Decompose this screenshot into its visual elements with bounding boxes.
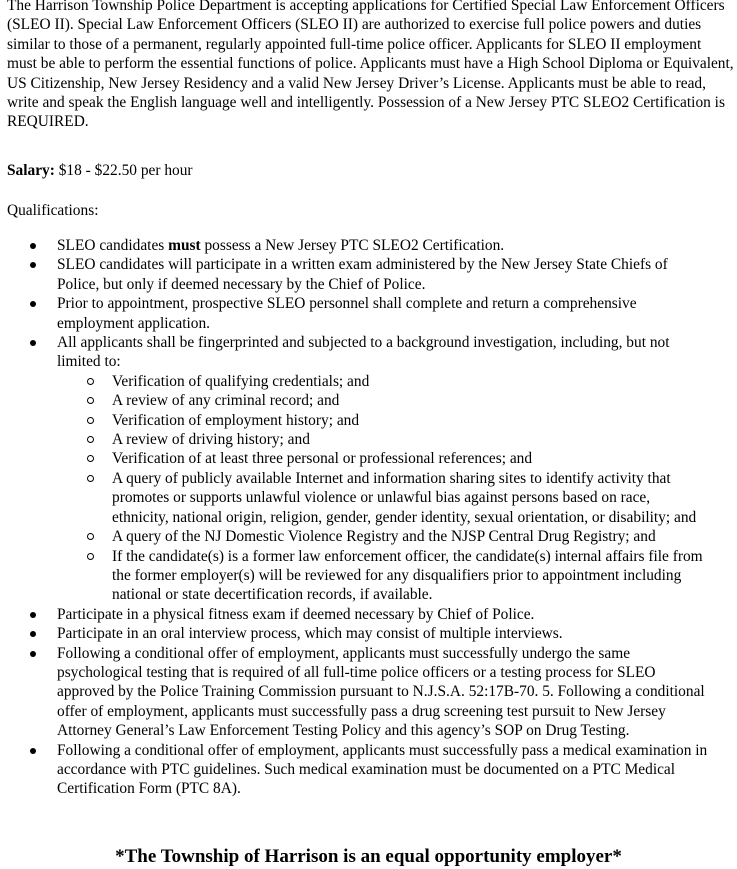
emphasis-must: must xyxy=(168,237,201,254)
salary-value: $18 - $22.50 per hour xyxy=(54,162,193,179)
salary-line xyxy=(7,161,193,180)
equal-opportunity-statement: *The Township of Harrison is an equal opportunity employer* xyxy=(115,846,622,867)
sub-list-item: Verification of at least three personal or professional references; and xyxy=(57,449,709,468)
sub-list-item: A query of publicly available Internet and information sharing sites to identify activity that promotes or supports unlawful violence or unlawful bias against persons based on race, ethnicity, national origin, religion, gender, gender identity, sexual orientation, or disability; and xyxy=(57,469,709,527)
sub-list-item: Verification of employment history; and xyxy=(57,411,709,430)
sub-list-item: A query of the NJ Domestic Violence Registry and the NJSP Central Drug Registry; and xyxy=(57,527,709,546)
sub-list-item: A review of driving history; and xyxy=(57,430,709,449)
list-item-text: All applicants shall be fingerprinted and subjected to a background investigation, including, but not limited to: xyxy=(57,334,670,371)
list-item: SLEO candidates will participate in a written exam administered by the New Jersey State Chiefs of Police, but only if deemed necessary by the Chief of Police. xyxy=(0,255,737,294)
list-item: SLEO candidates must possess a New Jersey PTC SLEO2 Certification. xyxy=(0,236,737,255)
salary-label: Salary: xyxy=(7,162,55,179)
list-item: Following a conditional offer of employment, applicants must successfully pass a medical examination in accordance with PTC guidelines. Such medical examination must be documented on a PTC Medical Certification Form (PTC 8A). xyxy=(0,741,737,799)
list-item: Prior to appointment, prospective SLEO personnel shall complete and return a comprehensive employment application. xyxy=(0,294,737,333)
qualifications-list xyxy=(0,236,737,799)
sub-list-item: If the candidate(s) is a former law enforcement officer, the candidate(s) internal affairs file from the former employer(s) will be reviewed for any disqualifiers prior to appointment including national or state decertification records, if available. xyxy=(57,547,709,605)
list-item: Participate in an oral interview process, which may consist of multiple interviews. xyxy=(0,624,737,643)
sub-list-item: A review of any criminal record; and xyxy=(57,391,709,410)
list-item: Following a conditional offer of employment, applicants must successfully undergo the same psychological testing that is required of all full-time police officers or a testing process for SLEO approved by the Police Training Commission pursuant to N.J.S.A. 52:17B-70. 5. Following a conditional offer of employment, applicants must successfully pass a drug screening test pursuit to New Jersey Attorney General’s Law Enforcement Testing Policy and this agency’s SOP on Drug Testing. xyxy=(0,644,737,741)
intro-paragraph: The Harrison Township Police Department is accepting applications for Certified Special Law Enforcement Officers (SLEO II). Special Law Enforcement Officers (SLEO II) are authorized to exercise full police powers and duties similar to those of a permanent, regularly appointed full-time police officer. Applicants for SLEO II employment must be able to perform the essential functions of police. Applicants must have a High School Diploma or Equivalent, US Citizenship, New Jersey Residency and a valid New Jersey Driver’s License. Applicants must be able to read, write and speak the English language well and intelligently. Possession of a New Jersey PTC SLEO2 Certification is REQUIRED. xyxy=(7,0,734,131)
list-item xyxy=(0,333,737,605)
sub-list-item: Verification of qualifying credentials; and xyxy=(57,372,709,391)
list-item: Participate in a physical fitness exam if deemed necessary by Chief of Police. xyxy=(0,605,737,624)
qualifications-heading: Qualifications: xyxy=(7,202,99,219)
background-check-sublist xyxy=(57,372,709,605)
